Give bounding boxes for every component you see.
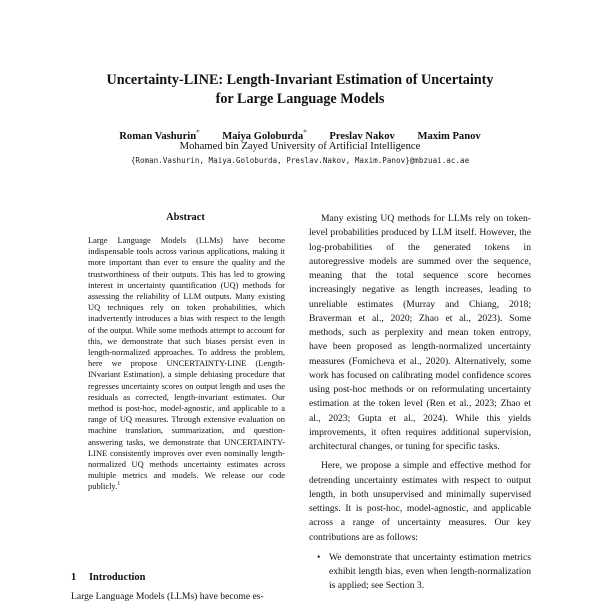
abstract-heading: Abstract xyxy=(166,212,205,223)
list-item xyxy=(317,551,531,594)
paper-title-line-2: for Large Language Models xyxy=(215,91,385,107)
author-mark: * xyxy=(196,128,200,136)
footnote-mark: 1 xyxy=(117,481,121,488)
contribution-list xyxy=(309,551,531,594)
author-name: Maxim Panov xyxy=(417,130,481,142)
paper-title xyxy=(70,71,530,109)
list-item-text: We demonstrate that uncertainty estimation metrics exhibit length bias, even when length-normalization is applied; see Section 3. xyxy=(329,551,531,592)
section-heading-introduction xyxy=(71,572,145,583)
paragraph: Here, we propose a simple and effective method for detrending uncertainty estimates with respect to output length, in both unsupervised and minimally supervised settings. It is post-hoc, model-agnostic, and applicable across a range of uncertainty measures. Our key contributions are as follows: xyxy=(309,460,531,543)
author-name: Maiya Goloburda xyxy=(222,130,304,142)
section-title: Introduction xyxy=(89,572,146,583)
bullet-icon: • xyxy=(317,551,321,563)
author-mark: * xyxy=(303,128,307,136)
author-emails: {Roman.Vashurin, Maiya.Goloburda, Preslav.Nakov, Maxim.Panov}@mbzuai.ac.ae xyxy=(130,156,470,165)
intro-first-line: Large Language Models (LLMs) have become es- xyxy=(71,591,264,602)
abstract-text: Large Language Models (LLMs) have become indispensable tools across various applications, making it more important than ever to ensure the quality and the trustworthiness of their outputs. This has led to growing interest in uncertainty quantification (UQ) methods for assessing the reliability of LLM outputs. Many existing UQ techniques rely on token probabilities, which inadvertently introduces a bias with respect to the length of the output. While some methods attempt to account for this, we demonstrate that such biases persist even in length-normalized approaches. To address the problem, here we propose UNCERTAINTY-LINE (Length-INvariant Estimation), a simple debiasing procedure that regresses uncertainty scores on output length and uses the residuals as corrected, length-invariant estimates. Our method is post-hoc, model-agnostic, and applicable to a range of UQ measures. Through extensive evaluation on machine translation, summarization, and question-answering tasks, we demonstrate that UNCERTAINTY-LINE consistently improves over even nominally length-normalized UQ methods uncertainty estimates across multiple metrics and models. We release our code publicly. xyxy=(88,235,285,492)
affiliation: Mohamed bin Zayed University of Artificial Intelligence xyxy=(179,141,421,152)
paper-title-line-1: Uncertainty-LINE: Length-Invariant Estimation of Uncertainty xyxy=(106,72,494,88)
abstract-body xyxy=(88,235,285,493)
right-column xyxy=(309,212,531,594)
author-name: Roman Vashurin xyxy=(119,130,197,142)
section-number: 1 xyxy=(71,572,77,583)
author-name: Preslav Nakov xyxy=(329,130,395,142)
paragraph: Many existing UQ methods for LLMs rely on token-level probabilities produced by LLM itself. However, the log-probabilities of the generated tokens in autoregressive models are summed over the sequence, meaning that the total sequence score becomes increasingly negative as length increases, leading to unreliable estimates (Murray and Chiang, 2018; Braverman et al., 2020; Zhao et al., 2023). Some methods, such as perplexity and mean token entropy, have been proposed as length-normalized uncertainty measures (Fomicheva et al., 2020). Alternatively, some work has focused on calibrating model confidence scores using post-hoc methods or on reformulating uncertainty estimation at the token level (Ren et al., 2023; Zhao et al., 2023; Gupta et al., 2024). While this yields improvements, it often requires additional supervision, architectural changes, or tuning for specific tasks. xyxy=(309,213,531,452)
